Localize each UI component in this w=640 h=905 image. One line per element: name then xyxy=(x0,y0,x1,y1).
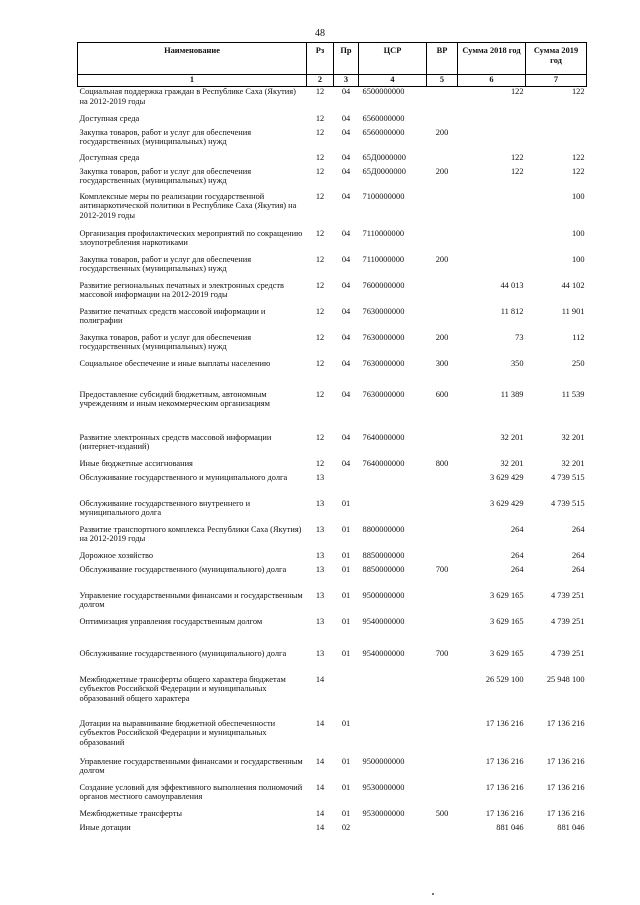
cell-name: Обслуживание государственного (муниципального) долга xyxy=(79,648,287,658)
cell-csr xyxy=(359,719,427,757)
cell-csr: 8800000000 xyxy=(362,524,405,534)
cell-s2019: 17 136 216 xyxy=(546,718,585,728)
cell-vr: 300 xyxy=(435,358,449,368)
cell-name: Управление государственными финансами и государственным долгом xyxy=(79,756,303,776)
header-number: 3 xyxy=(334,75,359,87)
cell-csr: 9500000000 xyxy=(362,756,405,766)
cell-pr: 04 xyxy=(341,254,351,264)
cell-s2019: 100 xyxy=(571,191,585,201)
table-header xyxy=(78,43,587,87)
cell-s2018: 17 136 216 xyxy=(485,756,524,766)
cell-vr xyxy=(427,823,458,837)
cell-csr: 7600000000 xyxy=(362,280,405,290)
cell-pr: 01 xyxy=(341,808,351,818)
cell-csr: 7640000000 xyxy=(362,432,405,442)
cell-vr xyxy=(427,153,458,167)
cell-vr xyxy=(427,229,458,255)
cell-s2019: 17 136 216 xyxy=(546,756,585,766)
cell-vr xyxy=(427,525,458,551)
cell-pr: 01 xyxy=(341,524,351,534)
header-row xyxy=(78,43,587,75)
cell-s2018: 3 629 165 xyxy=(490,616,524,626)
cell-csr: 7100000000 xyxy=(362,191,405,201)
table-row xyxy=(78,390,587,433)
header-sum-2019: Сумма 2019 год xyxy=(526,43,587,75)
cell-pr: 04 xyxy=(341,191,351,201)
cell-vr: 200 xyxy=(435,332,449,342)
cell-s2018 xyxy=(458,128,526,153)
cell-pr: 01 xyxy=(341,648,351,658)
cell-rz: 12 xyxy=(315,306,325,316)
cell-s2019: 32 201 xyxy=(561,458,585,468)
cell-s2018: 264 xyxy=(510,524,524,534)
header-number: 6 xyxy=(458,75,526,87)
cell-csr: 9530000000 xyxy=(362,808,405,818)
cell-vr xyxy=(427,473,458,499)
cell-pr: 04 xyxy=(341,228,351,238)
cell-s2018: 122 xyxy=(510,152,524,162)
cell-s2018: 350 xyxy=(510,358,524,368)
header-number-row xyxy=(78,75,587,87)
cell-name: Развитие печатных средств массовой информации и полиграфии xyxy=(79,306,266,326)
cell-name: Развитие региональных печатных и электронных средств массовой информации на 2012-2019 годы xyxy=(79,280,284,300)
cell-csr: 9540000000 xyxy=(362,616,405,626)
cell-s2019: 122 xyxy=(571,152,585,162)
cell-name: Социальное обеспечение и иные выплаты населению xyxy=(79,358,271,368)
table-row xyxy=(78,649,587,675)
cell-s2018: 3 629 429 xyxy=(490,472,524,482)
cell-name: Обслуживание государственного и муниципального долга xyxy=(79,472,288,482)
table-row xyxy=(78,565,587,591)
cell-name: Оптимизация управления государственным долгом xyxy=(79,616,263,626)
cell-s2019: 264 xyxy=(571,564,585,574)
cell-name: Закупка товаров, работ и услуг для обеспечения государственных (муниципальных) нужд xyxy=(79,254,252,274)
table-row xyxy=(78,591,587,617)
cell-pr: 02 xyxy=(341,822,351,832)
header-pr: Пр xyxy=(334,43,359,75)
cell-s2019 xyxy=(526,114,587,128)
cell-vr: 500 xyxy=(435,808,449,818)
cell-rz: 12 xyxy=(315,113,325,123)
cell-pr: 04 xyxy=(341,87,351,96)
cell-s2019: 112 xyxy=(572,332,585,342)
cell-rz: 12 xyxy=(315,152,325,162)
cell-vr: 800 xyxy=(435,458,449,468)
cell-s2018: 17 136 216 xyxy=(485,718,524,728)
cell-rz: 14 xyxy=(315,718,325,728)
cell-vr xyxy=(427,719,458,757)
cell-csr: 8850000000 xyxy=(362,564,405,574)
cell-pr xyxy=(334,473,359,499)
cell-name: Доступная среда xyxy=(79,152,140,162)
cell-vr xyxy=(427,114,458,128)
cell-s2018 xyxy=(458,255,526,281)
cell-s2018: 17 136 216 xyxy=(485,782,524,792)
cell-name: Закупка товаров, работ и услуг для обеспечения государственных (муниципальных) нужд xyxy=(79,332,252,352)
cell-csr: 7630000000 xyxy=(362,389,405,399)
table-row xyxy=(78,153,587,167)
table-row xyxy=(78,281,587,307)
cell-rz: 13 xyxy=(315,648,325,658)
cell-rz: 12 xyxy=(315,166,325,176)
cell-vr xyxy=(427,757,458,783)
cell-rz: 12 xyxy=(315,127,325,137)
cell-name: Межбюджетные трансферты общего характера бюджетам субъектов Российской Федерации и муниципальных образований общего характера xyxy=(79,674,286,704)
table-row xyxy=(78,459,587,473)
cell-rz: 14 xyxy=(315,822,325,832)
cell-s2018: 32 201 xyxy=(500,432,524,442)
table-row xyxy=(78,87,587,114)
cell-s2018: 44 013 xyxy=(500,280,524,290)
cell-s2018 xyxy=(458,192,526,229)
table-row xyxy=(78,499,587,525)
table-row xyxy=(78,255,587,281)
table-row xyxy=(78,809,587,823)
cell-vr xyxy=(427,192,458,229)
cell-vr: 600 xyxy=(435,389,449,399)
table-body xyxy=(78,87,587,837)
cell-rz: 12 xyxy=(315,254,325,264)
cell-s2019: 44 102 xyxy=(561,280,585,290)
cell-pr: 04 xyxy=(341,332,351,342)
cell-name: Иные бюджетные ассигнования xyxy=(79,458,193,468)
cell-csr: 7630000000 xyxy=(362,358,405,368)
cell-s2019: 17 136 216 xyxy=(546,808,585,818)
cell-rz: 12 xyxy=(315,280,325,290)
cell-rz: 12 xyxy=(315,191,325,201)
cell-csr: 7630000000 xyxy=(362,332,405,342)
cell-pr: 04 xyxy=(341,432,351,442)
cell-rz: 12 xyxy=(315,358,325,368)
cell-rz: 14 xyxy=(315,782,325,792)
cell-name: Развитие транспортного комплекса Республики Саха (Якутия) на 2012-2019 годы xyxy=(79,524,302,544)
cell-s2019: 4 739 251 xyxy=(551,648,585,658)
cell-csr: 6560000000 xyxy=(362,127,405,137)
cell-s2019: 11 901 xyxy=(561,306,585,316)
header-name: Наименование xyxy=(78,43,307,75)
header-csr: ЦСР xyxy=(359,43,427,75)
cell-csr: 6560000000 xyxy=(362,113,405,123)
cell-pr: 04 xyxy=(341,280,351,290)
cell-rz: 13 xyxy=(315,616,325,626)
cell-s2018 xyxy=(458,114,526,128)
header-vr: ВР xyxy=(427,43,458,75)
cell-rz: 13 xyxy=(315,590,325,600)
cell-name: Закупка товаров, работ и услуг для обеспечения государственных (муниципальных) нужд xyxy=(79,127,252,147)
cell-name: Дорожное хозяйство xyxy=(79,550,154,560)
header-number: 2 xyxy=(307,75,334,87)
cell-s2019: 11 539 xyxy=(561,389,585,399)
cell-name: Обслуживание государственного (муниципального) долга xyxy=(79,564,287,574)
table-row xyxy=(78,128,587,153)
cell-csr: 9540000000 xyxy=(362,648,405,658)
cell-s2018 xyxy=(458,229,526,255)
cell-s2019: 4 739 251 xyxy=(551,590,585,600)
header-rz: Рз xyxy=(307,43,334,75)
table-row xyxy=(78,757,587,783)
cell-name: Организация профилактических мероприятий по сокращению злоупотребления наркотиками xyxy=(79,228,303,248)
cell-s2018: 11 389 xyxy=(500,389,524,399)
cell-s2019: 100 xyxy=(571,254,585,264)
cell-s2018: 73 xyxy=(515,332,524,342)
cell-pr: 04 xyxy=(341,127,351,137)
table-row xyxy=(78,114,587,128)
cell-csr: 65Д0000000 xyxy=(362,166,406,176)
header-number: 5 xyxy=(427,75,458,87)
table-row xyxy=(78,192,587,229)
cell-pr: 04 xyxy=(341,166,351,176)
cell-s2018: 122 xyxy=(510,87,524,96)
cell-csr: 7640000000 xyxy=(362,458,405,468)
budget-table xyxy=(77,42,587,837)
cell-rz: 12 xyxy=(315,458,325,468)
table-row xyxy=(78,359,587,390)
cell-name: Создание условий для эффективного выполнения полномочий органов местного самоуправления xyxy=(79,782,303,802)
cell-rz: 12 xyxy=(315,432,325,442)
cell-vr: 200 xyxy=(435,254,449,264)
cell-rz: 12 xyxy=(315,332,325,342)
cell-s2019: 264 xyxy=(571,524,585,534)
cell-rz: 13 xyxy=(315,498,325,508)
cell-s2019: 25 948 100 xyxy=(546,674,585,684)
cell-csr xyxy=(359,823,427,837)
cell-s2019: 122 xyxy=(571,166,585,176)
table-row xyxy=(78,229,587,255)
cell-rz: 14 xyxy=(315,674,325,684)
cell-csr: 65Д0000000 xyxy=(362,152,406,162)
cell-s2019: 4 739 251 xyxy=(551,616,585,626)
cell-csr: 9530000000 xyxy=(362,782,405,792)
cell-s2019: 250 xyxy=(571,358,585,368)
cell-name: Закупка товаров, работ и услуг для обеспечения государственных (муниципальных) нужд xyxy=(79,166,252,186)
cell-vr xyxy=(427,783,458,809)
cell-vr xyxy=(427,591,458,617)
cell-pr: 01 xyxy=(341,590,351,600)
cell-pr: 01 xyxy=(341,550,351,560)
cell-vr xyxy=(427,617,458,649)
cell-csr: 7110000000 xyxy=(362,228,405,238)
cell-name: Социальная поддержка граждан в Республике Саха (Якутия) на 2012-2019 годы xyxy=(79,87,296,106)
cell-name: Развитие электронных средств массовой информации (интернет-изданий) xyxy=(79,432,272,452)
cell-rz: 13 xyxy=(315,524,325,534)
cell-s2019: 264 xyxy=(571,550,585,560)
cell-rz: 13 xyxy=(315,550,325,560)
cell-s2018: 881 046 xyxy=(496,822,524,832)
cell-name: Межбюджетные трансферты xyxy=(79,808,183,818)
cell-rz: 12 xyxy=(315,228,325,238)
table-row xyxy=(78,525,587,551)
cell-name: Обслуживание государственного внутреннего и муниципального долга xyxy=(79,498,251,518)
cell-vr xyxy=(427,499,458,525)
cell-pr: 01 xyxy=(341,782,351,792)
cell-rz: 12 xyxy=(315,87,325,96)
table-row xyxy=(78,551,587,565)
cell-s2018: 122 xyxy=(510,166,524,176)
header-number: 4 xyxy=(359,75,427,87)
cell-s2018: 11 812 xyxy=(500,306,524,316)
cell-s2018: 264 xyxy=(510,550,524,560)
cell-rz: 13 xyxy=(315,564,325,574)
cell-name: Доступная среда xyxy=(79,113,140,123)
cell-csr: 7630000000 xyxy=(362,306,405,316)
cell-s2019: 4 739 515 xyxy=(551,472,585,482)
cell-s2019: 32 201 xyxy=(561,432,585,442)
table-row xyxy=(78,473,587,499)
cell-rz: 14 xyxy=(315,808,325,818)
cell-s2018: 32 201 xyxy=(500,458,524,468)
cell-rz: 12 xyxy=(315,389,325,399)
table-row xyxy=(78,433,587,459)
cell-name: Управление государственными финансами и государственным долгом xyxy=(79,590,303,610)
cell-vr: 200 xyxy=(435,166,449,176)
cell-name: Дотации на выравнивание бюджетной обеспеченности субъектов Российской Федерации и муниципальных образований xyxy=(79,718,276,748)
cell-pr: 04 xyxy=(341,306,351,316)
header-sum-2018: Сумма 2018 год xyxy=(458,43,526,75)
cell-vr xyxy=(427,307,458,333)
header-number: 1 xyxy=(78,75,307,87)
cell-vr: 700 xyxy=(435,648,449,658)
cell-name: Предоставление субсидий бюджетным, автономным учреждениям и иным некоммерческим организациям xyxy=(79,389,270,409)
table-row xyxy=(78,307,587,333)
cell-s2019: 881 046 xyxy=(557,822,585,832)
table-row xyxy=(78,617,587,649)
scan-speck xyxy=(432,893,434,895)
table-row xyxy=(78,333,587,359)
table-row xyxy=(78,719,587,757)
header-number: 7 xyxy=(526,75,587,87)
table-row xyxy=(78,783,587,809)
cell-vr xyxy=(427,675,458,719)
cell-s2019 xyxy=(526,128,587,153)
cell-csr xyxy=(359,473,427,499)
table-row xyxy=(78,675,587,719)
cell-csr: 6500000000 xyxy=(362,87,405,96)
cell-pr: 01 xyxy=(341,564,351,574)
cell-s2018: 3 629 165 xyxy=(490,590,524,600)
cell-vr xyxy=(427,551,458,565)
cell-vr xyxy=(427,433,458,459)
cell-s2019: 122 xyxy=(571,87,585,96)
cell-s2018: 3 629 429 xyxy=(490,498,524,508)
cell-vr xyxy=(427,87,458,114)
cell-pr: 04 xyxy=(341,458,351,468)
cell-pr: 04 xyxy=(341,152,351,162)
cell-rz: 14 xyxy=(315,756,325,766)
cell-pr: 01 xyxy=(341,498,351,508)
cell-s2019: 4 739 515 xyxy=(551,498,585,508)
cell-s2018: 17 136 216 xyxy=(485,808,524,818)
budget-table-container xyxy=(77,42,586,837)
cell-name: Иные дотации xyxy=(79,822,131,832)
cell-s2019: 17 136 216 xyxy=(546,782,585,792)
cell-vr: 200 xyxy=(435,127,449,137)
cell-csr: 8850000000 xyxy=(362,550,405,560)
cell-csr xyxy=(359,499,427,525)
page-number: 48 xyxy=(315,28,325,39)
cell-pr: 04 xyxy=(341,113,351,123)
table-row xyxy=(78,167,587,192)
table-row xyxy=(78,823,587,837)
cell-rz: 13 xyxy=(315,472,325,482)
cell-s2018: 26 529 100 xyxy=(485,674,524,684)
cell-csr: 9500000000 xyxy=(362,590,405,600)
cell-pr: 04 xyxy=(341,389,351,399)
cell-pr xyxy=(334,675,359,719)
cell-vr xyxy=(427,281,458,307)
cell-vr: 700 xyxy=(435,564,449,574)
cell-pr: 01 xyxy=(341,718,351,728)
cell-pr: 01 xyxy=(341,756,351,766)
cell-pr: 01 xyxy=(341,616,351,626)
cell-pr: 04 xyxy=(341,358,351,368)
cell-s2018: 3 629 165 xyxy=(490,648,524,658)
cell-csr: 7110000000 xyxy=(362,254,405,264)
cell-s2019: 100 xyxy=(571,228,585,238)
cell-name: Комплексные меры по реализации государственной антинаркотической политики в Республике Саха (Якутия) на 2012-2019 годы xyxy=(79,191,297,221)
cell-s2018: 264 xyxy=(510,564,524,574)
cell-csr xyxy=(359,675,427,719)
